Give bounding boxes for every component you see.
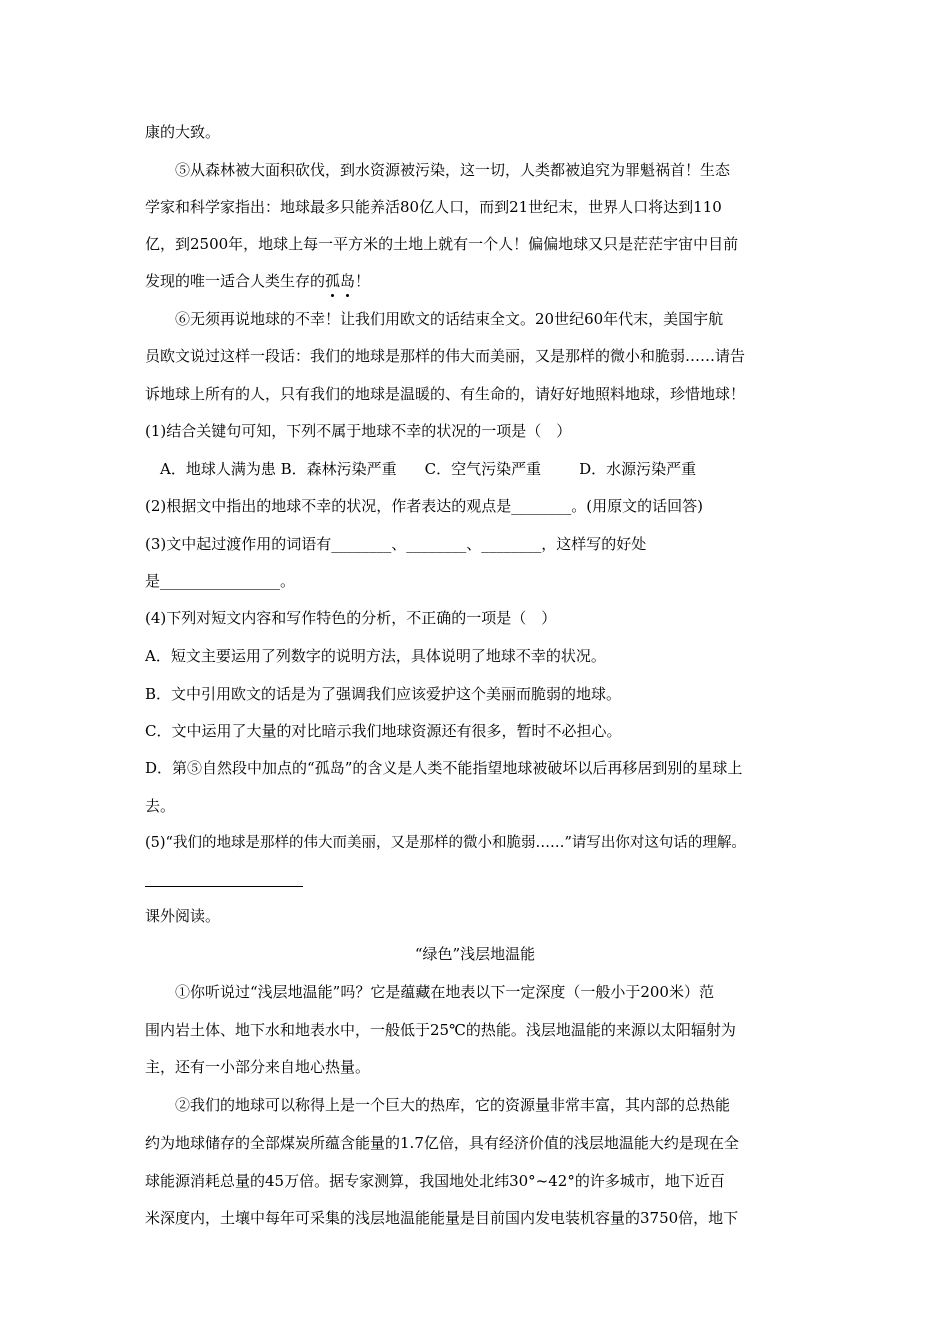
question-4-option-d-line-1: D．第⑤自然段中加点的“孤岛”的含义是人类不能指望地球被破坏以后再移居到别的星球上 (145, 759, 743, 777)
question-2: (2)根据文中指出的地球不幸的状况，作者表达的观点是________。(用原文的话回答) (145, 497, 703, 515)
article-p1-line-2: 围内岩土体、地下水和地表水中，一般低于25℃的热能。浅层地温能的来源以太阳辐射为 (145, 1021, 736, 1039)
emphasis-dot-char: 岛 (340, 272, 356, 290)
article-p2-line-2: 约为地球储存的全部煤炭所蕴含能量的1.7亿倍，具有经济价值的浅层地温能大约是现在全 (145, 1134, 739, 1152)
question-3-line-2: 是________________。 (145, 572, 296, 590)
question-5: (5)“我们的地球是那样的伟大而美丽，又是那样的微小和脆弱……”请写出你对这句话的理解。 (145, 835, 746, 851)
article-p1-line-3: 主，还有一小部分来自地心热量。 (145, 1058, 371, 1076)
article-p2-line-3: 球能源消耗总量的45万倍。据专家测算，我国地处北纬30°~42°的许多城市，地下近百 (145, 1172, 725, 1190)
paragraph-5-line-4 (145, 271, 370, 291)
question-4-option-c: C．文中运用了大量的对比暗示我们地球资源还有很多，暂时不必担心。 (145, 722, 622, 740)
paragraph-6-line-3: 诉地球上所有的人，只有我们的地球是温暖的、有生命的，请好好地照料地球，珍惜地球！ (145, 385, 746, 403)
option-c: C．空气污染严重 (424, 460, 542, 478)
article-p1-line-1: ①你听说过“浅层地温能”吗？它是蕴藏在地表以下一定深度（一般小于200米）范 (175, 983, 714, 1001)
section-heading: 课外阅读。 (145, 907, 221, 925)
emphasis-dot-char: 孤 (325, 272, 341, 290)
paragraph-6-line-1: ⑥无须再说地球的不幸！让我们用欧文的话结束全文。20世纪60年代末，美国宇航 (175, 310, 724, 328)
text-segment: ！ (355, 272, 371, 290)
option-a: A．地球人满为患 (160, 460, 276, 478)
question-4-option-d-line-2: 去。 (145, 797, 176, 815)
option-b: B．森林污染严重 (280, 460, 397, 478)
option-d: D．水源污染严重 (579, 460, 697, 478)
paragraph-5-line-1: ⑤从森林被大面积砍伐，到水资源被污染，这一切，人类都被追究为罪魁祸首！生态 (175, 161, 731, 179)
question-4: (4)下列对短文内容和写作特色的分析，不正确的一项是（ ） (145, 609, 557, 627)
text-line: 康的大致。 (145, 123, 221, 141)
question-1: (1)结合关键句可知，下列不属于地球不幸的状况的一项是（ ） (145, 422, 572, 440)
paragraph-5-line-3: 亿，到2500年，地球上每一平方米的土地上就有一个人！偏偏地球又只是茫茫宇宙中目前 (145, 235, 739, 253)
question-4-option-b: B．文中引用欧文的话是为了强调我们应该爱护这个美丽而脆弱的地球。 (145, 685, 622, 703)
article-p2-line-1: ②我们的地球可以称得上是一个巨大的热库，它的资源量非常丰富，其内部的总热能 (175, 1096, 731, 1114)
text-segment: 发现的唯一适合人类生存的 (145, 272, 326, 290)
question-4-option-a: A．短文主要运用了列数字的说明方法，具体说明了地球不幸的状况。 (145, 647, 606, 665)
article-title: “绿色”浅层地温能 (414, 945, 536, 963)
paragraph-5-line-2: 学家和科学家指出：地球最多只能养活80亿人口，而到21世纪末，世界人口将达到110 (145, 198, 722, 216)
question-1-options (160, 459, 696, 479)
question-3-line-1: (3)文中起过渡作用的词语有________、________、________，这样写的好处 (145, 535, 647, 553)
article-p2-line-4: 米深度内，土壤中每年可采集的浅层地温能能量是目前国内发电装机容量的3750倍，地下 (145, 1209, 739, 1227)
answer-line (145, 886, 303, 887)
paragraph-6-line-2: 员欧文说过这样一段话：我们的地球是那样的伟大而美丽，又是那样的微小和脆弱……请告 (145, 347, 746, 365)
